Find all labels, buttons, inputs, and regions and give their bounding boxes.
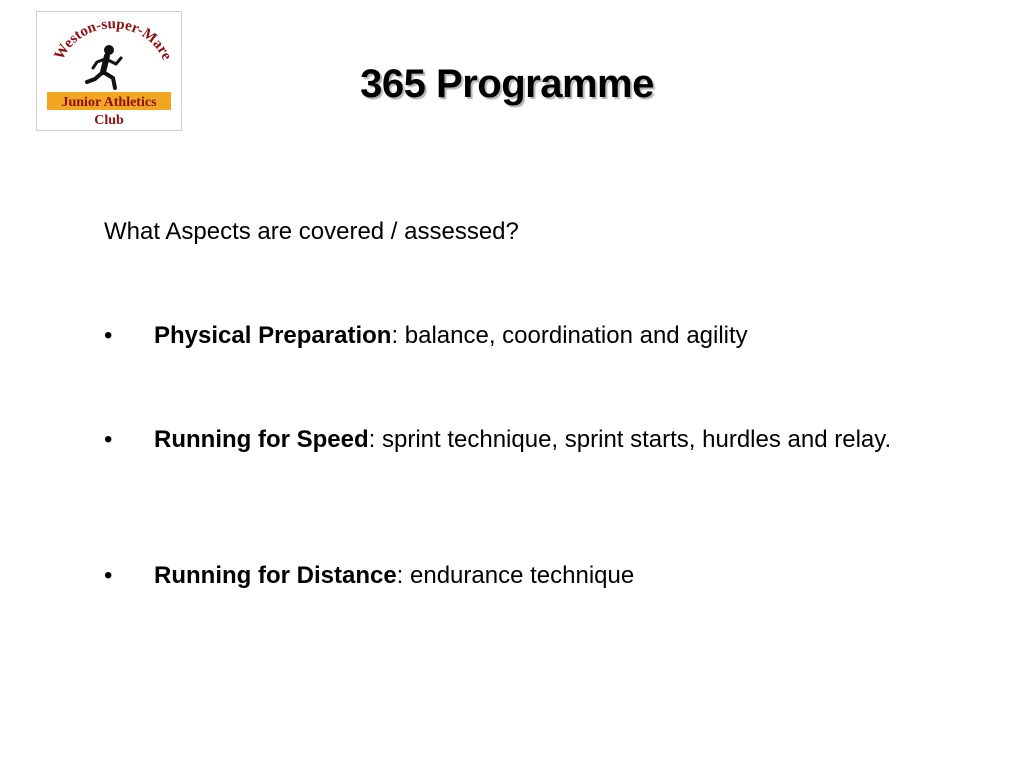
logo-arc-text: Weston-super-Mare — [51, 16, 175, 63]
logo-line1: Junior Athletics — [61, 95, 157, 110]
bullet-item-physical-preparation — [104, 318, 974, 353]
bullet-dot: • — [104, 322, 113, 349]
bullet-term: Physical Preparation — [154, 322, 392, 349]
bullet-dot: • — [104, 426, 113, 453]
bullet-description: : sprint technique, sprint starts, hurdles and relay. — [368, 426, 892, 453]
bullet-dot: • — [104, 562, 113, 589]
slide-subtitle: What Aspects are covered / assessed? — [104, 218, 519, 245]
bullet-item-running-for-speed — [104, 422, 974, 457]
bullet-term: Running for Distance — [154, 562, 397, 589]
bullet-term: Running for Speed — [154, 426, 369, 453]
slide-title: 365 Programme — [360, 62, 654, 106]
bullet-description: : endurance technique — [396, 562, 635, 589]
bullet-item-running-for-distance — [104, 558, 974, 593]
bullet-description: : balance, coordination and agility — [391, 322, 748, 349]
logo-line2: Club — [94, 113, 124, 128]
